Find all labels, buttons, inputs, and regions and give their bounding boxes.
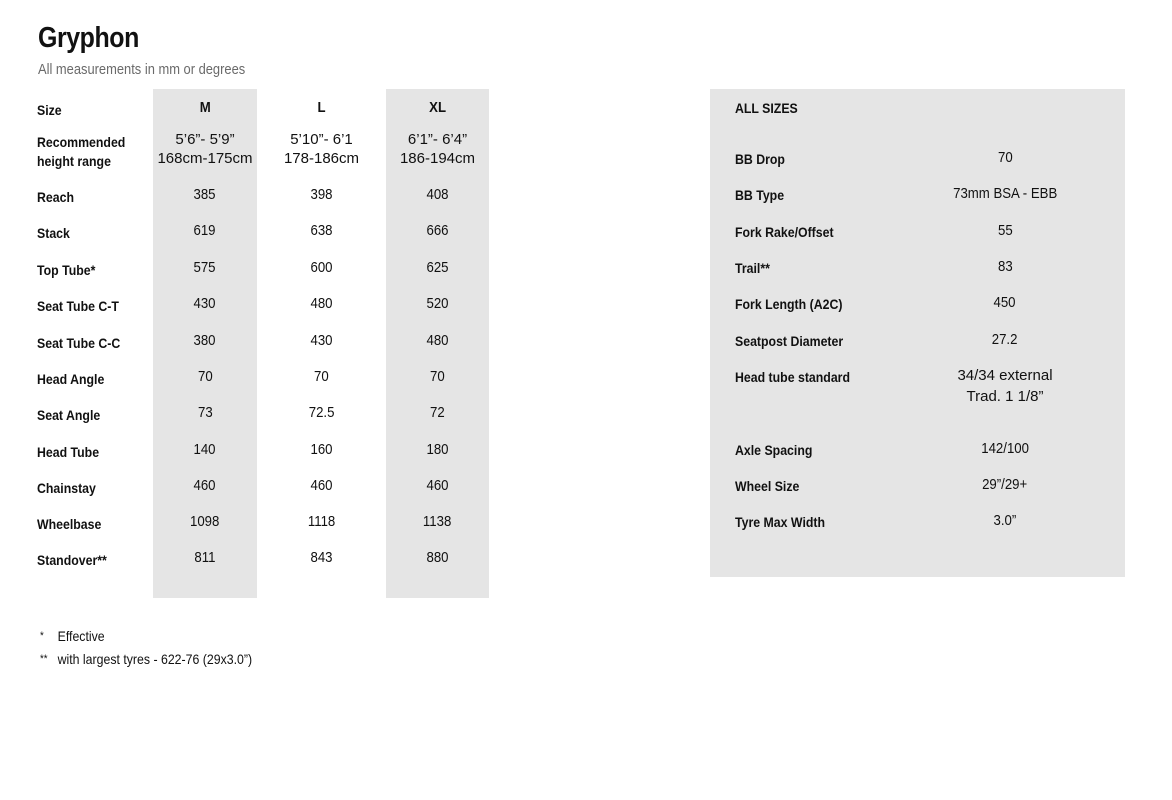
page-title: Gryphon bbox=[38, 22, 139, 54]
value-l: 460 bbox=[310, 477, 333, 494]
value-l: 430 bbox=[310, 332, 333, 349]
row-label-head-tube: Head Tube bbox=[37, 444, 100, 460]
spec-label-tyre-max-width: Tyre Max Width bbox=[735, 514, 826, 530]
footnote-effective: * Effective bbox=[40, 628, 105, 644]
row-label-reach: Reach bbox=[37, 189, 74, 205]
height-range-l: 5’10”- 6’1 178-186cm bbox=[283, 131, 360, 167]
value-m: 619 bbox=[193, 222, 217, 239]
row-label-stack: Stack bbox=[37, 225, 70, 241]
row-label-wheelbase: Wheelbase bbox=[37, 516, 102, 532]
value-m: 380 bbox=[193, 332, 217, 349]
spec-label-head-tube-standard: Head tube standard bbox=[735, 369, 851, 385]
value-l: 843 bbox=[310, 549, 333, 566]
spec-value-trail: 83 bbox=[997, 258, 1013, 275]
spec-value-fork-length: 450 bbox=[993, 294, 1017, 311]
value-l: 160 bbox=[310, 441, 333, 458]
value-m: 385 bbox=[193, 186, 217, 203]
value-xl: 408 bbox=[426, 186, 449, 203]
spec-label-wheel-size: Wheel Size bbox=[735, 478, 800, 494]
value-l: 398 bbox=[310, 186, 333, 203]
value-l: 70 bbox=[314, 368, 329, 385]
value-m: 1098 bbox=[190, 513, 220, 530]
spec-label-fork-rake: Fork Rake/Offset bbox=[735, 224, 834, 240]
size-column-header-xl: XL bbox=[429, 99, 446, 116]
size-column-header-m: M bbox=[199, 99, 211, 116]
size-column-header-l: L bbox=[317, 99, 326, 116]
spec-value-head-tube-standard: 34/34 external Trad. 1 1/8” bbox=[957, 367, 1053, 405]
row-label-top-tube: Top Tube* bbox=[37, 262, 96, 278]
spec-value-seatpost-diameter: 27.2 bbox=[992, 331, 1018, 348]
size-label: Size bbox=[37, 102, 62, 118]
value-xl: 520 bbox=[426, 295, 449, 312]
spec-value-fork-rake: 55 bbox=[997, 222, 1013, 239]
spec-value-tyre-max-width: 3.0” bbox=[993, 512, 1017, 529]
footnote-largest-tyres: ** with largest tyres - 622-76 (29x3.0”) bbox=[40, 651, 253, 667]
value-m: 140 bbox=[193, 441, 217, 458]
row-label-seat-tube-ct: Seat Tube C-T bbox=[37, 298, 119, 314]
value-xl: 70 bbox=[430, 368, 445, 385]
value-xl: 72 bbox=[430, 404, 445, 421]
row-label-chainstay: Chainstay bbox=[37, 480, 96, 496]
page-subtitle: All measurements in mm or degrees bbox=[38, 61, 246, 78]
value-xl: 625 bbox=[426, 259, 449, 276]
spec-label-fork-length: Fork Length (A2C) bbox=[735, 296, 843, 312]
value-m: 73 bbox=[197, 404, 213, 421]
value-l: 480 bbox=[310, 295, 333, 312]
value-xl: 1138 bbox=[423, 513, 452, 530]
height-range-label: Recommended height range bbox=[37, 134, 126, 169]
spec-value-axle-spacing: 142/100 bbox=[981, 440, 1029, 457]
row-label-seat-tube-cc: Seat Tube C-C bbox=[37, 335, 121, 351]
spec-label-bb-drop: BB Drop bbox=[735, 151, 785, 167]
spec-value-bb-drop: 70 bbox=[997, 149, 1013, 166]
spec-label-bb-type: BB Type bbox=[735, 187, 785, 203]
spec-value-wheel-size: 29”/29+ bbox=[982, 476, 1028, 493]
value-m: 460 bbox=[193, 477, 217, 494]
row-label-head-angle: Head Angle bbox=[37, 371, 105, 387]
value-xl: 460 bbox=[426, 477, 449, 494]
spec-label-trail: Trail** bbox=[735, 260, 770, 276]
row-label-standover: Standover** bbox=[37, 552, 107, 568]
value-m: 430 bbox=[193, 295, 217, 312]
value-xl: 480 bbox=[426, 332, 449, 349]
all-sizes-heading: ALL SIZES bbox=[735, 100, 798, 116]
value-xl: 880 bbox=[426, 549, 449, 566]
value-l: 600 bbox=[310, 259, 333, 276]
value-m: 575 bbox=[193, 259, 217, 276]
row-label-seat-angle: Seat Angle bbox=[37, 407, 101, 423]
value-m: 70 bbox=[197, 368, 213, 385]
value-xl: 180 bbox=[426, 441, 449, 458]
value-m: 811 bbox=[194, 549, 216, 566]
value-xl: 666 bbox=[426, 222, 449, 239]
height-range-xl: 6’1”- 6’4” 186-194cm bbox=[399, 131, 476, 167]
spec-label-seatpost-diameter: Seatpost Diameter bbox=[735, 333, 844, 349]
value-l: 1118 bbox=[307, 513, 336, 530]
value-l: 638 bbox=[310, 222, 333, 239]
value-l: 72.5 bbox=[308, 404, 335, 421]
spec-value-bb-type: 73mm BSA - EBB bbox=[952, 185, 1058, 202]
height-range-m: 5’6”- 5’9” 168cm-175cm bbox=[157, 131, 253, 167]
spec-label-axle-spacing: Axle Spacing bbox=[735, 442, 813, 458]
